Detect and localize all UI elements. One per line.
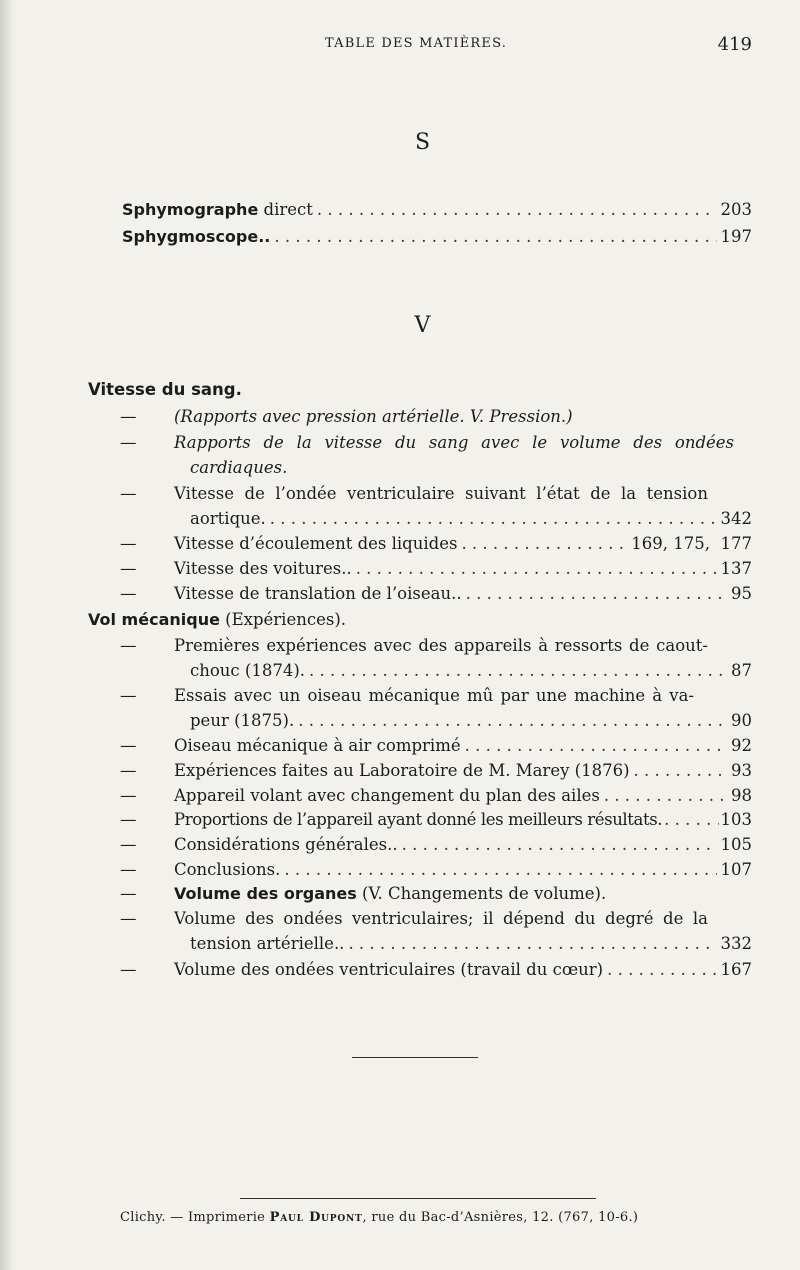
sub-entry-dash: — xyxy=(120,736,137,755)
dot-leader xyxy=(604,786,727,805)
sub-entry-dash: — xyxy=(120,860,137,879)
heading-vitesse-du-sang: Vitesse du sang. xyxy=(88,380,242,399)
entry-air-comprime xyxy=(174,736,752,755)
dot-leader xyxy=(284,860,716,879)
entry-ondee-line1: Vitesse de l’ondée ventriculaire suivant l’état de la tension xyxy=(174,484,708,503)
dot-leader xyxy=(270,509,717,528)
dot-leader xyxy=(356,559,717,578)
dot-leader xyxy=(466,584,727,603)
colophon-city: Clichy. — xyxy=(120,1210,184,1225)
entry-title: Sphygmoscope.. xyxy=(122,227,271,246)
entry-page: 167 xyxy=(720,960,752,979)
entry-voitures xyxy=(174,559,752,578)
entry-page: 105 xyxy=(720,835,752,854)
colophon-address: , rue du Bac-d’Asnières, 12. (767, 10-6.) xyxy=(362,1210,639,1225)
dot-leader xyxy=(317,200,717,219)
entry-text: Vitesse d’écoulement des liquides xyxy=(174,534,458,553)
heading-rest: (Expériences). xyxy=(219,610,347,629)
entry-page: 107 xyxy=(720,860,752,879)
sub-entry-dash: — xyxy=(120,534,137,553)
entry-ondee-line2 xyxy=(190,509,752,528)
entry-title: Sphymographe xyxy=(122,200,259,219)
section-letter-s: S xyxy=(414,130,431,155)
sub-entry-dash: — xyxy=(120,909,137,928)
entry-page: 87 xyxy=(731,661,752,680)
entry-text: tension artérielle.. xyxy=(190,934,345,953)
entry-text: peur (1875). xyxy=(190,711,295,730)
entry-page: 342 xyxy=(720,509,752,528)
dot-leader xyxy=(461,534,627,553)
page-number: 419 xyxy=(717,34,752,55)
entry-page: 332 xyxy=(720,934,752,953)
dot-leader xyxy=(607,960,716,979)
entry-laboratoire xyxy=(174,761,752,780)
entry-page: 137 xyxy=(720,559,752,578)
dot-leader xyxy=(465,736,727,755)
index-entry-sphygmoscope xyxy=(122,227,752,246)
dot-leader xyxy=(309,661,727,680)
entry-bold: Volume des organes xyxy=(174,884,357,903)
entry-appareil xyxy=(174,786,752,805)
colophon-imprimerie: Imprimerie xyxy=(187,1210,266,1225)
dot-leader xyxy=(634,761,727,780)
entry-volume-organes xyxy=(174,884,606,903)
section-separator-rule xyxy=(352,1057,478,1058)
entry-conclusions xyxy=(174,860,752,879)
entry-title-rest: direct xyxy=(258,200,313,219)
entry-page: 98 xyxy=(731,786,752,805)
dot-leader xyxy=(348,934,716,953)
entry-volume-travail xyxy=(174,960,752,979)
footer-rule xyxy=(240,1198,596,1199)
dot-leader xyxy=(402,835,717,854)
colophon-printer: Paul Dupont xyxy=(269,1210,363,1225)
heading-bold: Vol mécanique xyxy=(88,610,220,629)
sub-entry-dash: — xyxy=(120,636,137,655)
sub-entry-dash: — xyxy=(120,810,137,829)
sub-entry-dash: — xyxy=(120,786,137,805)
sub-entry-dash: — xyxy=(120,584,137,603)
entry-page: 169, 175, 177 xyxy=(631,534,752,553)
dot-leader xyxy=(664,810,718,829)
sub-entry-dash: — xyxy=(120,835,137,854)
entry-essais-line1: Essais avec un oiseau mécanique mû par une machine à va- xyxy=(174,686,694,705)
entry-volume-ondees-line1: Volume des ondées ventriculaires; il dépend du degré de la xyxy=(174,909,708,928)
section-letter-v: V xyxy=(414,313,431,338)
heading-vol-mecanique xyxy=(88,610,346,629)
entry-essais-line2 xyxy=(190,711,752,730)
entry-rapports-pression: (Rapports avec pression artérielle. V. Pression.) xyxy=(174,407,573,426)
sub-entry-dash: — xyxy=(120,884,137,903)
entry-text: aortique. xyxy=(190,509,266,528)
entry-text: Appareil volant avec changement du plan des ailes xyxy=(174,786,600,805)
entry-page: 92 xyxy=(731,736,752,755)
dot-leader xyxy=(298,711,727,730)
entry-proportions xyxy=(174,810,752,829)
sub-entry-dash: — xyxy=(120,686,137,705)
entry-text: Volume des ondées ventriculaires (travail du cœur) xyxy=(174,960,604,979)
sub-entry-dash: — xyxy=(120,407,137,426)
entry-text: Vitesse des voitures.. xyxy=(174,559,352,578)
running-head xyxy=(0,36,800,60)
entry-page: 93 xyxy=(731,761,752,780)
entry-text: Vitesse de translation de l’oiseau.. xyxy=(174,584,462,603)
entry-rapports-ondees-line1: Rapports de la vitesse du sang avec le volume des ondées xyxy=(174,433,734,452)
entry-volume-ondees-line2 xyxy=(190,934,752,953)
entry-considerations xyxy=(174,835,752,854)
entry-ecoulement xyxy=(174,534,752,553)
entry-page: 95 xyxy=(731,584,752,603)
sub-entry-dash: — xyxy=(120,433,137,452)
entry-text: chouc (1874). xyxy=(190,661,306,680)
sub-entry-dash: — xyxy=(120,559,137,578)
running-title: TABLE DES MATIÈRES. xyxy=(325,36,508,51)
sub-entry-dash: — xyxy=(120,484,137,503)
index-entry-sphymographe xyxy=(122,200,752,219)
entry-premieres-line1: Premières expériences avec des appareils à ressorts de caout- xyxy=(174,636,708,655)
entry-translation xyxy=(174,584,752,603)
entry-page: 203 xyxy=(720,200,752,219)
dot-leader xyxy=(274,227,716,246)
entry-text: Oiseau mécanique à air comprimé xyxy=(174,736,461,755)
entry-page: 103 xyxy=(720,810,752,829)
entry-text: Considérations générales.. xyxy=(174,835,398,854)
entry-text: Proportions de l’appareil ayant donné les meilleurs résultats. xyxy=(174,810,663,829)
sub-entry-dash: — xyxy=(120,761,137,780)
entry-rapports-ondees-line2: cardiaques. xyxy=(190,458,288,477)
entry-text: Conclusions. xyxy=(174,860,281,879)
page-edge-shadow xyxy=(0,0,14,1270)
sub-entry-dash: — xyxy=(120,960,137,979)
entry-rest: (V. Changements de volume). xyxy=(356,884,607,903)
entry-page: 90 xyxy=(731,711,752,730)
printer-colophon xyxy=(120,1210,638,1225)
entry-text: Expériences faites au Laboratoire de M. Marey (1876) xyxy=(174,761,630,780)
entry-page: 197 xyxy=(720,227,752,246)
entry-premieres-line2 xyxy=(190,661,752,680)
